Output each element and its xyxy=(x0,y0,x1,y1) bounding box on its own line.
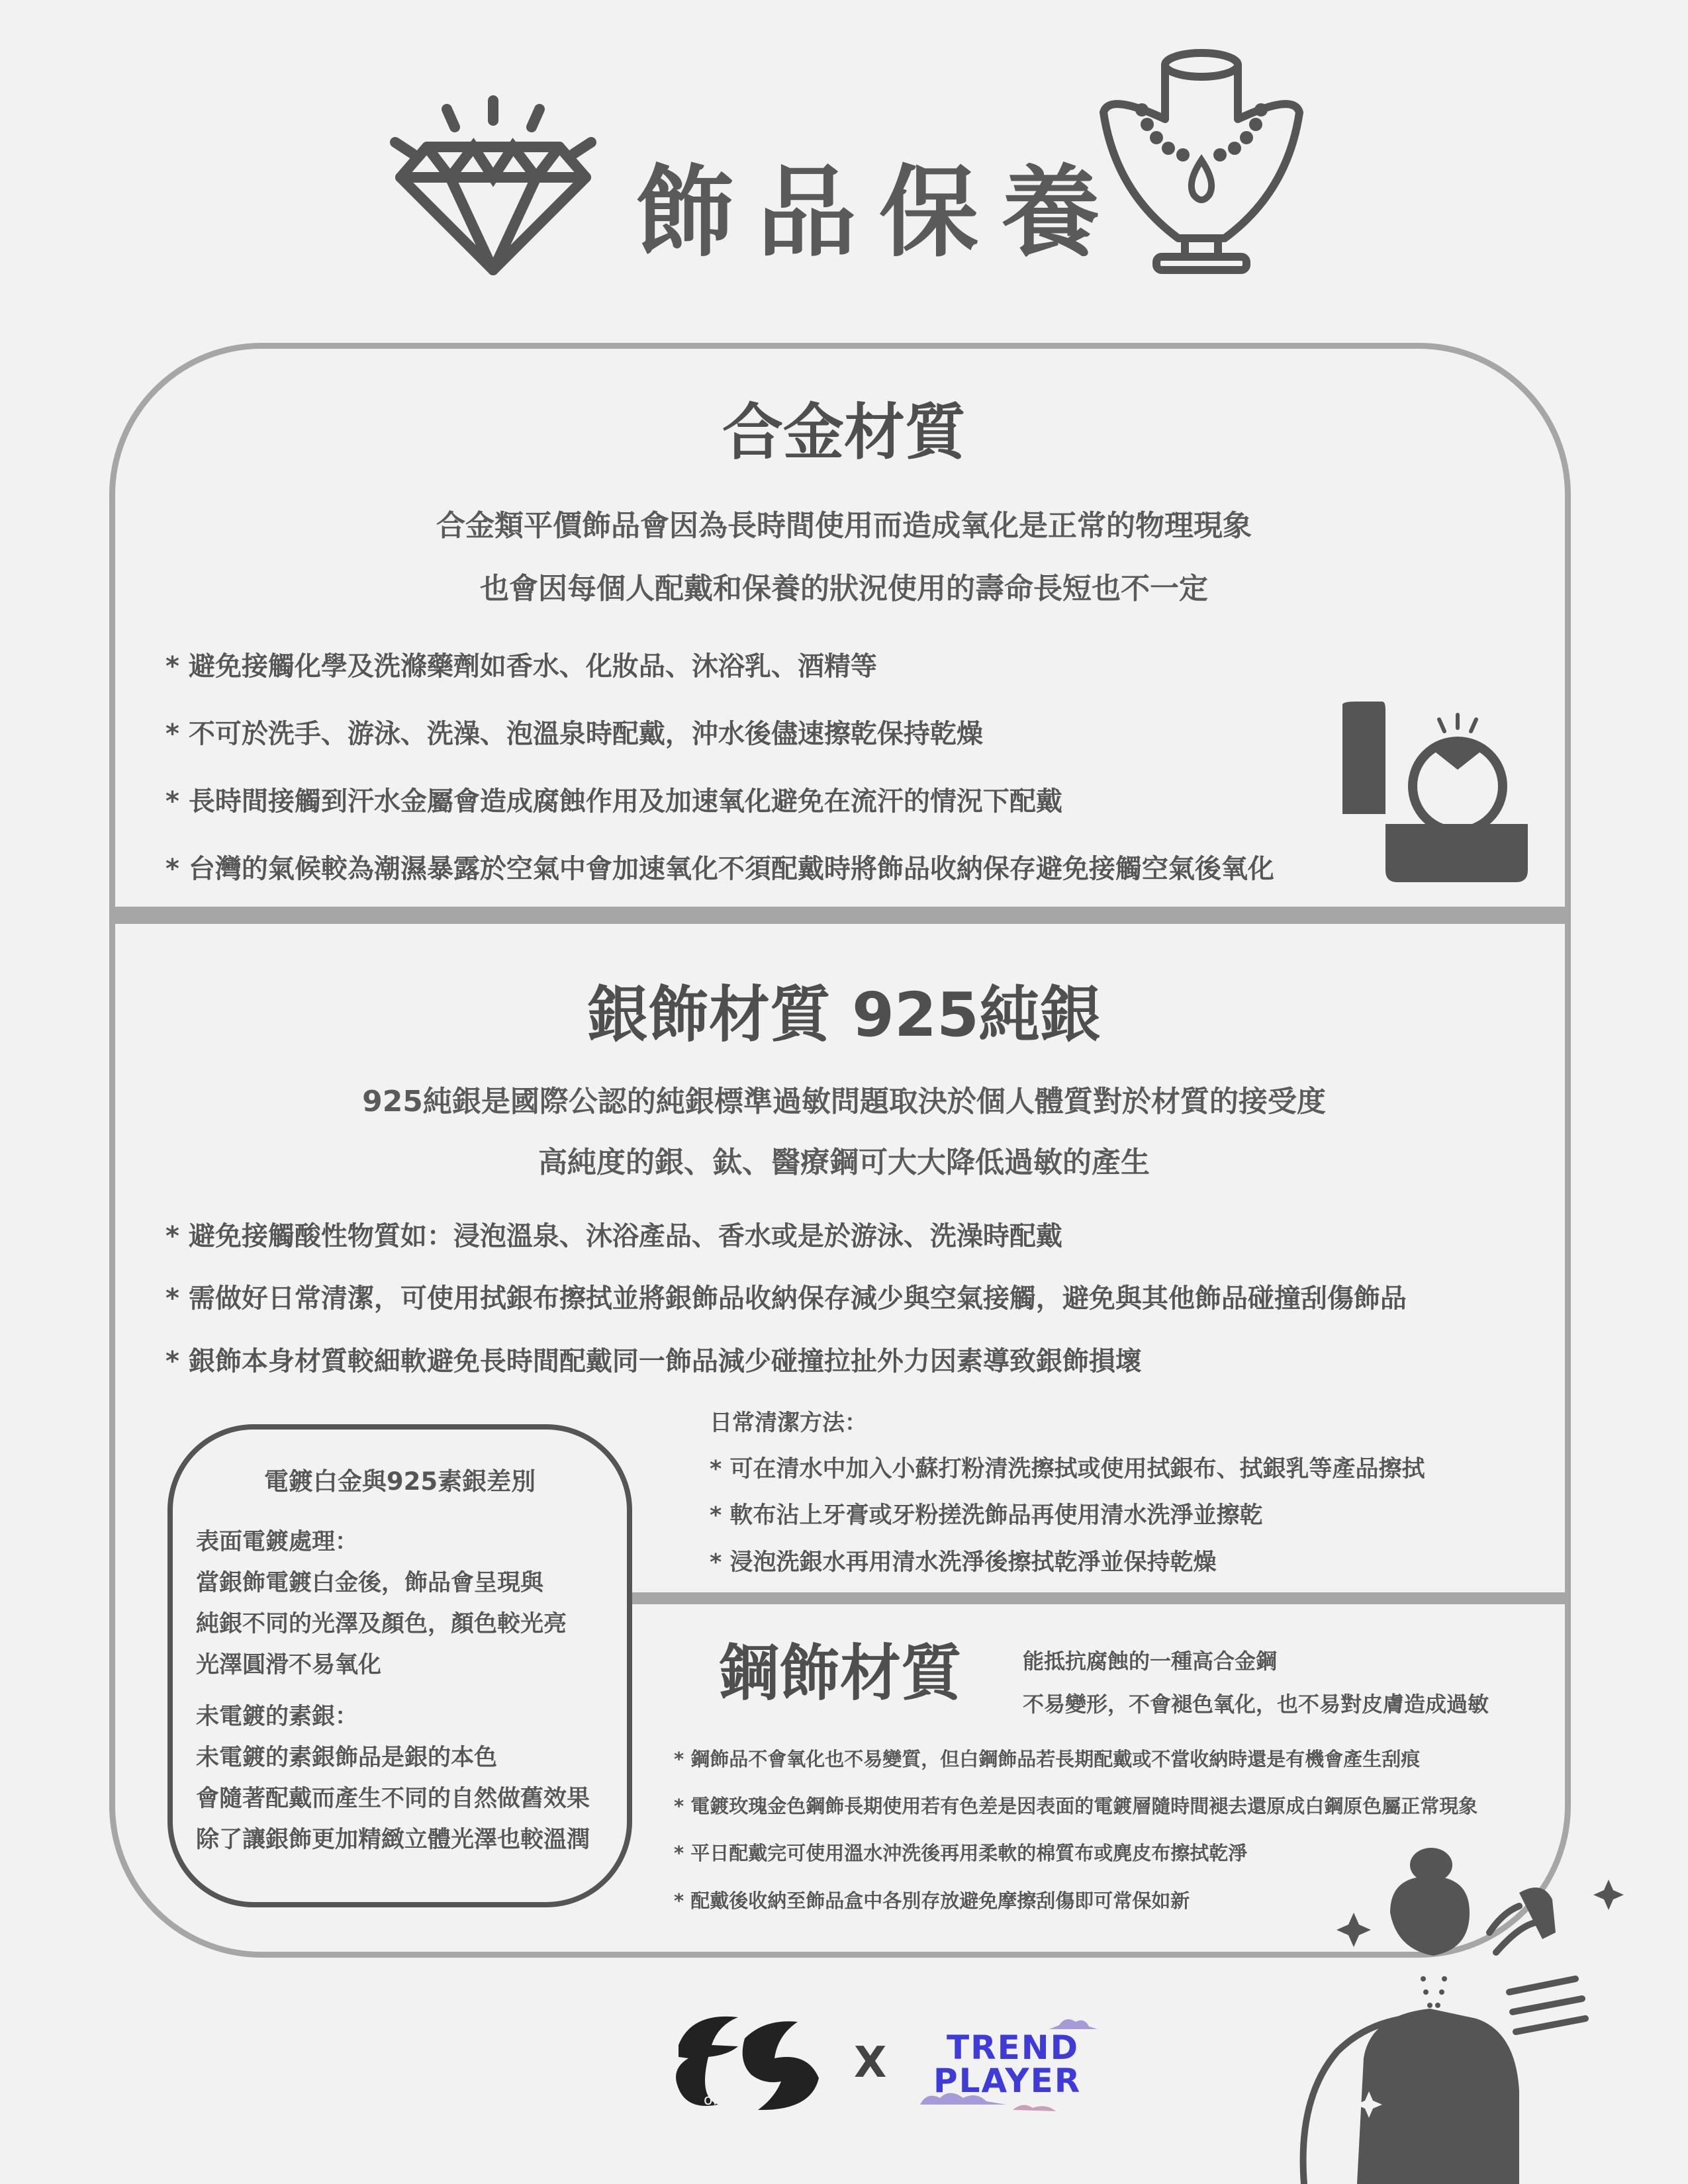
plating-line: 未電鍍的素銀飾品是銀的本色 xyxy=(196,1745,498,1771)
steel-bullet: * 電鍍玫瑰金色鋼飾長期使用若有色差是因表面的電鍍層隨時間褪去還原成白鋼原色屬正常現象 xyxy=(674,1795,1478,1817)
silver-bullet: * 銀飾本身材質較細軟避免長時間配戴同一飾品減少碰撞拉扯外力因素導致銀飾損壞 xyxy=(165,1346,1142,1377)
silver-title: 銀飾材質 925純銀 xyxy=(586,979,1102,1050)
diamond-icon xyxy=(387,93,599,278)
trend-player-logo xyxy=(914,2005,1105,2118)
alloy-bullet: * 長時間接觸到汗水金屬會造成腐蝕作用及加速氧化避免在流汗的情況下配戴 xyxy=(165,786,1062,817)
plating-line: 除了讓銀飾更加精緻立體光澤也較溫潤 xyxy=(196,1827,590,1853)
steel-bullet: * 配戴後收納至飾品盒中各別存放避免摩擦刮傷即可常保如新 xyxy=(674,1889,1190,1912)
cleaning-item: * 軟布沾上牙膏或牙粉搓洗飾品再使用清水洗淨並擦乾 xyxy=(710,1502,1263,1529)
plating-line: 會隨著配戴而產生不同的自然做舊效果 xyxy=(196,1786,590,1812)
steel-bullet: * 平日配戴完可使用溫水沖洗後再用柔軟的棉質布或麂皮布擦拭乾淨 xyxy=(674,1842,1248,1864)
plating-heading: 未電鍍的素銀： xyxy=(196,1704,359,1730)
cleaning-item: * 可在清水中加入小蘇打粉清洗擦拭或使用拭銀布、拭銀乳等產品擦拭 xyxy=(710,1456,1425,1482)
alloy-bullet: * 避免接觸化學及洗滌藥劑如香水、化妝品、沐浴乳、酒精等 xyxy=(165,651,877,682)
alloy-bullet: * 台灣的氣候較為潮濕暴露於空氣中會加速氧化不須配戴時將飾品收納保存避免接觸空氣後氧化 xyxy=(165,854,1274,884)
plating-line: 純銀不同的光澤及顏色，顏色較光亮 xyxy=(196,1611,567,1637)
cleaning-item: * 浸泡洗銀水再用清水洗淨後擦拭乾淨並保持乾燥 xyxy=(710,1549,1217,1576)
steel-title: 鋼飾材質 xyxy=(718,1638,962,1709)
silver-bullet: * 避免接觸酸性物質如：浸泡溫泉、沐浴產品、香水或是於游泳、洗澡時配戴 xyxy=(165,1221,1062,1251)
alloy-intro-line: 也會因每個人配戴和保養的狀況使用的壽命長短也不一定 xyxy=(480,572,1208,606)
brand-logo-icon xyxy=(665,2005,824,2118)
svg-text:of: of xyxy=(704,2092,718,2109)
alloy-title: 合金材質 xyxy=(722,397,966,468)
alloy-bullet: * 不可於洗手、游泳、洗澡、泡溫泉時配戴，沖水後儘速擦乾保持乾燥 xyxy=(165,719,983,749)
plating-heading: 表面電鍍處理： xyxy=(196,1529,359,1555)
ring-box-icon xyxy=(1329,692,1528,887)
logo-separator: X xyxy=(854,2038,887,2087)
silver-intro-line: 925純銀是國際公認的純銀標準過敏問題取決於個人體質對於材質的接受度 xyxy=(362,1085,1326,1118)
page-title: 飾品保養 xyxy=(635,156,1123,271)
section-divider xyxy=(632,1592,1571,1604)
plating-title: 電鍍白金與925素銀差別 xyxy=(263,1467,536,1496)
necklace-bust-icon xyxy=(1096,46,1307,278)
brand-line2: PLAYER xyxy=(933,2062,1082,2100)
section-divider xyxy=(109,907,1571,924)
cleaning-title: 日常清潔方法： xyxy=(710,1410,867,1436)
steel-desc: 能抵抗腐蝕的一種高合金鋼 xyxy=(1023,1649,1278,1674)
plating-line: 光澤圓滑不易氧化 xyxy=(196,1652,382,1678)
alloy-intro-line: 合金類平價飾品會因為長時間使用而造成氧化是正常的物理現象 xyxy=(436,509,1252,543)
silver-bullet: * 需做好日常清潔，可使用拭銀布擦拭並將銀飾品收納保存減少與空氣接觸，避免與其他飾品碰撞刮傷飾品 xyxy=(165,1283,1407,1314)
plating-line: 當銀飾電鍍白金後，飾品會呈現與 xyxy=(196,1570,544,1596)
woman-jewelry-icon xyxy=(1291,1840,1635,2184)
silver-intro-line: 高純度的銀、鈦、醫療鋼可大大降低過敏的產生 xyxy=(538,1146,1150,1179)
brand-line1: TREND xyxy=(947,2028,1080,2067)
steel-bullet: * 鋼飾品不會氧化也不易變質，但白鋼飾品若長期配戴或不當收納時還是有機會產生刮痕 xyxy=(674,1748,1421,1770)
steel-desc: 不易變形，不會褪色氧化，也不易對皮膚造成過敏 xyxy=(1023,1692,1489,1717)
